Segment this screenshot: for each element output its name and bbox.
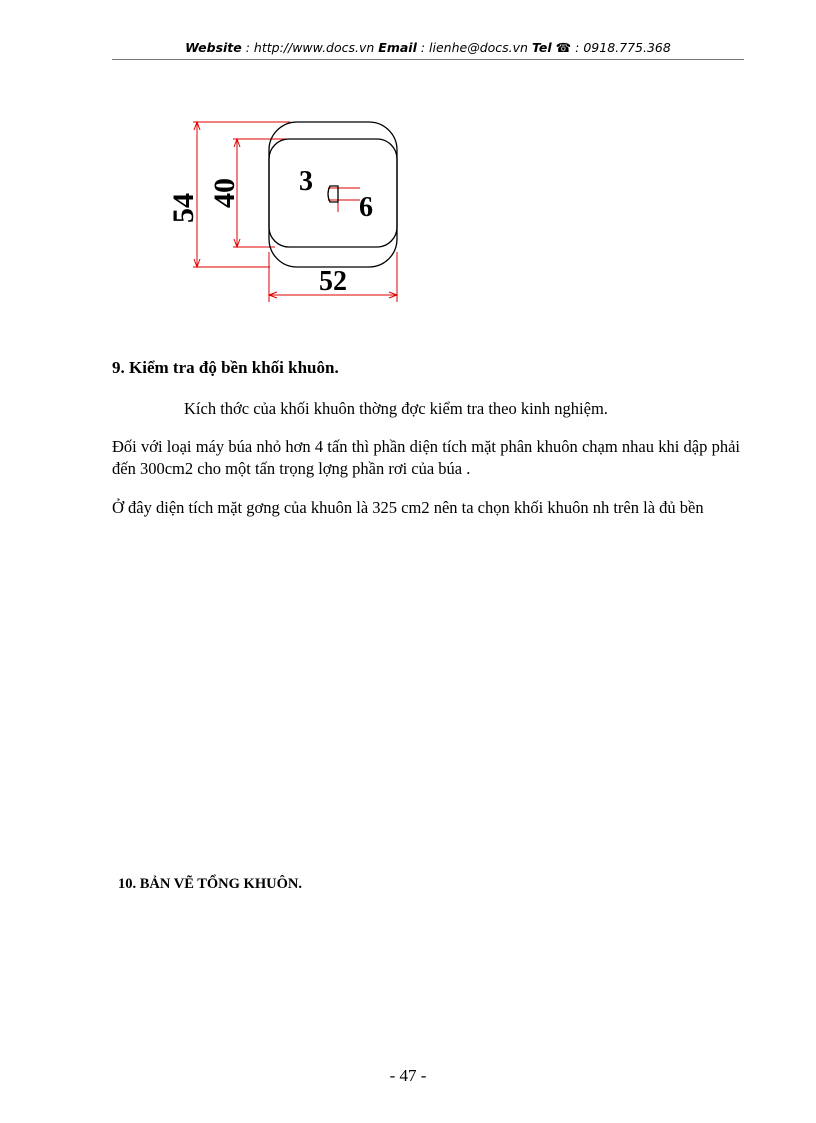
dim-hole-a: 3: [299, 166, 313, 197]
section9-para1: Kích thớc của khối khuôn thờng đợc kiểm tra theo kinh nghiệm.: [184, 399, 608, 418]
tel-label: Tel: [531, 40, 552, 55]
website-value: : http://www.docs.vn: [241, 40, 379, 55]
dim-height-inner: 40: [208, 178, 241, 208]
page-header: [112, 40, 744, 55]
dim-hole-b: 6: [359, 192, 373, 223]
tel-value: : 0918.775.368: [571, 40, 671, 55]
header-divider: [112, 59, 744, 60]
email-label: Email: [378, 40, 417, 55]
email-value: : lienhe@docs.vn: [416, 40, 532, 55]
section10-heading: 10. BẢN VẼ TỔNG KHUÔN.: [118, 876, 302, 892]
dim-height-outer: 54: [167, 193, 200, 223]
section9-para3: Ở đây diện tích mặt gơng của khuôn là 325 cm2 nên ta chọn khối khuôn nh trên là đủ bền: [112, 498, 704, 517]
die-block-drawing: [160, 112, 420, 312]
section9-heading: 9. Kiểm tra độ bền khối khuôn.: [112, 358, 339, 377]
page-number: - 47 -: [389, 1066, 427, 1085]
section9-para2: Đối với loại máy búa nhỏ hơn 4 tấn thì phần diện tích mặt phân khuôn chạm nhau khi dập phải đến 300cm2 cho một tấn trọng lợng phần rơi của búa .: [112, 437, 740, 478]
website-label: Website: [185, 40, 242, 55]
phone-icon: ☎: [555, 40, 572, 55]
dim-width: 52: [319, 266, 347, 297]
block-outline: [269, 122, 397, 267]
